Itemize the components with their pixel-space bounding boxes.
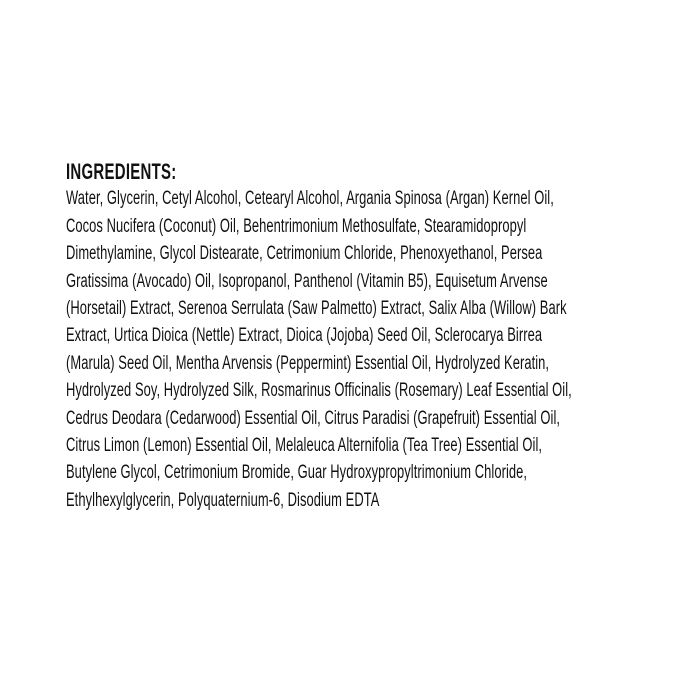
ingredients-line: Gratissima (Avocado) Oil, Isopropanol, Panthenol (Vitamin B5), Equisetum Arvense [66, 270, 548, 292]
ingredients-line: Butylene Glycol, Cetrimonium Bromide, Guar Hydroxypropyltrimonium Chloride, [66, 462, 528, 484]
ingredients-line: (Horsetail) Extract, Serenoa Serrulata (Saw Palmetto) Extract, Salix Alba (Willow) Bark [66, 298, 567, 320]
ingredients-line: Ethylhexylglycerin, Polyquaternium-6, Disodium EDTA [66, 489, 380, 511]
ingredients-line: Cocos Nucifera (Coconut) Oil, Behentrimonium Methosulfate, Stearamidopropyl [66, 215, 527, 237]
ingredients-line: Hydrolyzed Soy, Hydrolyzed Silk, Rosmarinus Officinalis (Rosemary) Leaf Essential Oil, [66, 380, 572, 402]
ingredients-label [66, 158, 630, 514]
ingredients-line: (Marula) Seed Oil, Mentha Arvensis (Peppermint) Essential Oil, Hydrolyzed Keratin, [66, 352, 550, 374]
ingredients-line: Extract, Urtica Dioica (Nettle) Extract, Dioica (Jojoba) Seed Oil, Sclerocarya Birrea [66, 325, 543, 347]
ingredients-line: Cedrus Deodara (Cedarwood) Essential Oil, Citrus Paradisi (Grapefruit) Essential Oil, [66, 407, 561, 429]
ingredients-heading: INGREDIENTS: [66, 159, 177, 184]
ingredients-line: Citrus Limon (Lemon) Essential Oil, Melaleuca Alternifolia (Tea Tree) Essential Oil, [66, 435, 543, 457]
ingredients-line: Dimethylamine, Glycol Distearate, Cetrimonium Chloride, Phenoxyethanol, Persea [66, 243, 543, 265]
ingredients-line: Water, Glycerin, Cetyl Alcohol, Cetearyl Alcohol, Argania Spinosa (Argan) Kernel Oil, [66, 188, 554, 210]
